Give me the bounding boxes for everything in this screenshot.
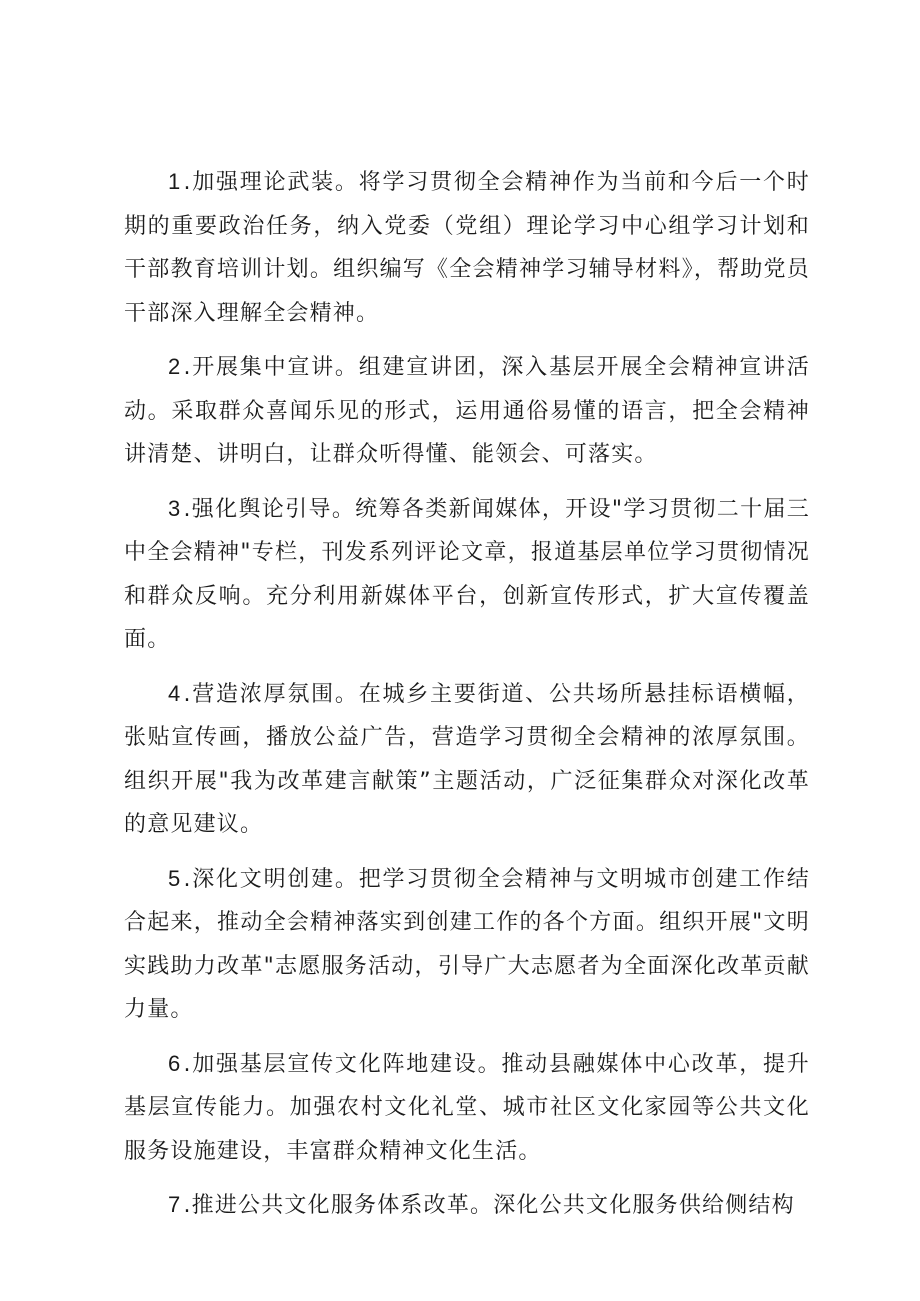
paragraph-6-text: .加强基层宣传文化阵地建设。推动县融媒体中心改革，提升基层宣传能力。加强农村文化礼堂、城市社区文化家园等公共文化服务设施建设，丰富群众精神文化生活。 <box>124 1051 810 1164</box>
document-body <box>124 160 810 1238</box>
paragraph-3-text: .强化舆论引导。统筹各类新闻媒体，开设"学习贯彻二十届三中全会精神"专栏，刊发系列评论文章，报道基层单位学习贯彻情况和群众反响。充分利用新媒体平台，创新宣传形式，扩大宣传覆盖面。 <box>124 496 810 652</box>
paragraph-5-text: .深化文明创建。把学习贯彻全会精神与文明城市创建工作结合起来，推动全会精神落实到创建工作的各个方面。组织开展"文明实践助力改革"志愿服务活动，引导广大志愿者为全面深化改革贡献力量。 <box>124 866 810 1022</box>
paragraph-7-text: .推进公共文化服务体系改革。深化公共文化服务供给侧结构 <box>183 1193 795 1218</box>
paragraph-7 <box>124 1183 810 1228</box>
paragraph-4-number: 4 <box>168 680 182 706</box>
paragraph-7-number: 7 <box>168 1192 182 1217</box>
paragraph-2 <box>124 345 810 477</box>
paragraph-4 <box>124 672 810 847</box>
paragraph-2-number: 2 <box>168 354 182 379</box>
paragraph-1-text: .加强理论武装。将学习贯彻全会精神作为当前和今后一个时期的重要政治任务，纳入党委（党组）理论学习中心组学习计划和干部教育培训计划。组织编写《全会精神学习辅导材料》，帮助党员干部深入理解全会精神。 <box>124 170 810 326</box>
paragraph-5 <box>124 857 810 1032</box>
paragraph-5-number: 5 <box>168 865 182 891</box>
paragraph-6-number: 6 <box>168 1050 182 1076</box>
paragraph-3 <box>124 487 810 662</box>
paragraph-6 <box>124 1042 810 1174</box>
paragraph-4-text: .营造浓厚氛围。在城乡主要街道、公共场所悬挂标语横幅，张贴宣传画，播放公益广告，营造学习贯彻全会精神的浓厚氛围。组织开展"我为改革建言献策”主题活动，广泛征集群众对深化改革的意见建议。 <box>124 681 810 837</box>
paragraph-1-number: 1 <box>168 169 182 194</box>
paragraph-1 <box>124 160 810 335</box>
paragraph-3-number: 3 <box>168 495 182 521</box>
paragraph-2-text: .开展集中宣讲。组建宣讲团，深入基层开展全会精神宣讲活动。采取群众喜闻乐见的形式，运用通俗易懂的语言，把全会精神讲清楚、讲明白，让群众听得懂、能领会、可落实。 <box>124 355 810 467</box>
